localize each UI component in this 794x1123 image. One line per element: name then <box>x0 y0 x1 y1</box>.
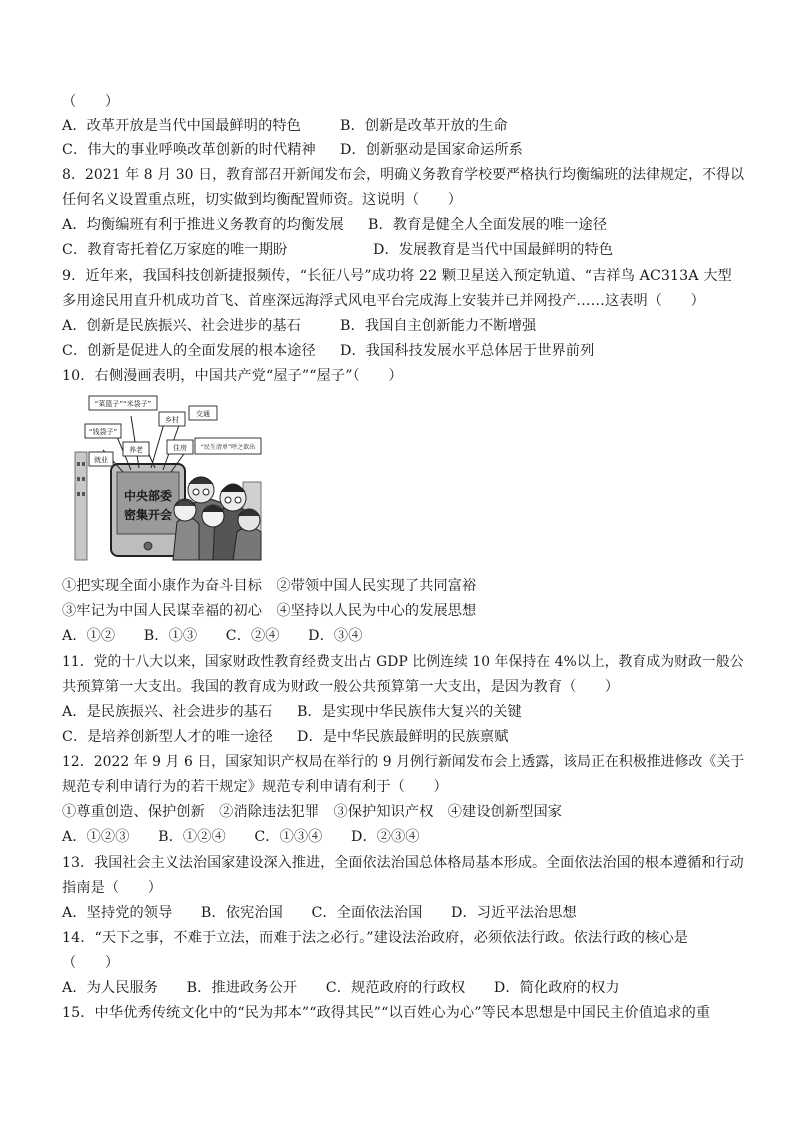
bubble-village: 乡村 <box>165 416 179 424</box>
board-text-line1: 中央部委 <box>123 489 173 503</box>
bubble-livelihood: “民生清单”呼之欲出 <box>200 444 256 451</box>
q12-stem-line1: 12．2022 年 9 月 6 日，国家知识产权局在举行的 9 月例行新闻发布会上透露，该局正在积极推进修改《关于 <box>62 754 745 770</box>
q8-option-b: B．教育是健全人全面发展的唯一途径 <box>368 217 608 233</box>
q8-stem-line1: 8．2021 年 8 月 30 日，教育部召开新闻发布会，明确义务教育学校要严格执行均衡编班的法律规定，不得以 <box>62 167 745 183</box>
bubble-housing: 住房 <box>173 444 187 452</box>
q12-statements: ①尊重创造、保护创新 ②消除违法犯罪 ③保护知识产权 ④建设创新型国家 <box>62 804 563 820</box>
political-cartoon-image <box>73 392 263 562</box>
q15-stem-line1: 15．中华优秀传统文化中的“民为邦本”“政得其民”“以百姓心为心”等民本思想是中国民主价值追求的重 <box>62 1005 711 1021</box>
q8-stem-line2: 任何名义设置重点班，切实做到均衡配置师资。这说明（ ） <box>62 192 463 208</box>
q13-stem-line2: 指南是（ ） <box>62 880 163 896</box>
q10-stem: 10．右侧漫画表明，中国共产党“屋子”“屋子”（ ） <box>62 368 403 384</box>
q11-stem-line1: 11．党的十八大以来，国家财政性教育经费支出占 GDP 比例连续 10 年保持在 4%以上，教育成为财政一般公 <box>62 654 744 670</box>
q7-option-c: C．伟大的事业呼唤改革创新的时代精神 <box>62 142 316 158</box>
q9-stem-line2: 多用途民用直升机成功首飞、首座深远海浮式风电平台完成海上安装并已并网投产……这表明（ ） <box>62 293 705 309</box>
q14-options: A．为人民服务 B．推进政务公开 C．规范政府的行政权 D．简化政府的权力 <box>62 980 620 996</box>
q12-options: A．①②③ B．①②④ C．①③④ D．②③④ <box>62 829 420 845</box>
bubble-traffic: 交通 <box>196 410 210 418</box>
q7-option-d: D．创新驱动是国家命运所系 <box>340 142 523 158</box>
bubble-elderly: 养老 <box>129 446 143 454</box>
q11-option-c: C．是培养创新型人才的唯一途径 <box>62 729 273 745</box>
board-text-line2: 密集开会 <box>123 508 173 522</box>
q11-option-a: A．是民族振兴、社会进步的基石 <box>62 704 273 720</box>
q7-option-b: B．创新是改革开放的生命 <box>340 118 508 134</box>
q11-option-b: B．是实现中华民族伟大复兴的关键 <box>297 704 522 720</box>
q10-options: A．①② B．①③ C．②④ D．③④ <box>62 628 363 644</box>
q10-statements-1: ①把实现全面小康作为奋斗目标 ②带领中国人民实现了共同富裕 <box>62 578 477 594</box>
q8-option-d: D．发展教育是当代中国最鲜明的特色 <box>373 242 614 258</box>
q9-option-d: D．我国科技发展水平总体居于世界前列 <box>340 343 595 359</box>
q14-stem-line2: （ ） <box>62 955 120 971</box>
q8-option-a: A．均衡编班有利于推进义务教育的均衡发展 <box>62 217 344 233</box>
q12-stem-line2: 规范专利申请行为的若干规定》规范专利申请有利于（ ） <box>62 779 448 795</box>
q7-paren: （ ） <box>62 94 120 110</box>
bubble-basket: “菜篮子”“米袋子” <box>94 400 152 408</box>
bubble-employment: 就业 <box>94 456 108 464</box>
q10-statements-2: ③牢记为中国人民谋幸福的初心 ④坚持以人民为中心的发展思想 <box>62 603 477 619</box>
q8-option-c: C．教育寄托着亿万家庭的唯一期盼 <box>62 242 288 258</box>
bubble-purse: “钱袋子” <box>88 428 118 436</box>
q9-option-c: C．创新是促进人的全面发展的根本途径 <box>62 343 316 359</box>
q13-stem-line1: 13．我国社会主义法治国家建设深入推进，全面依法治国总体格局基本形成。全面依法治国的根本遵循和行动 <box>62 855 744 871</box>
q11-stem-line2: 共预算第一大支出。我国的教育成为财政一般公共预算第一大支出，是因为教育（ ） <box>62 679 620 695</box>
q7-option-a: A．改革开放是当代中国最鲜明的特色 <box>62 118 301 134</box>
q9-option-b: B．我国自主创新能力不断增强 <box>340 318 537 334</box>
q9-option-a: A．创新是民族振兴、社会进步的基石 <box>62 318 301 334</box>
q14-stem-line1: 14．“天下之事，不难于立法，而难于法之必行。”建设法治政府，必须依法行政。依法行政的核心是 <box>62 930 688 946</box>
q9-stem-line1: 9．近年来，我国科技创新捷报频传，“长征八号”成功将 22 颗卫星送入预定轨道、“吉祥鸟 AC313A 大型 <box>62 268 732 284</box>
q13-options: A．坚持党的领导 B．依宪治国 C．全面依法治国 D．习近平法治思想 <box>62 905 577 921</box>
q11-option-d: D．是中华民族最鲜明的民族禀赋 <box>297 729 509 745</box>
